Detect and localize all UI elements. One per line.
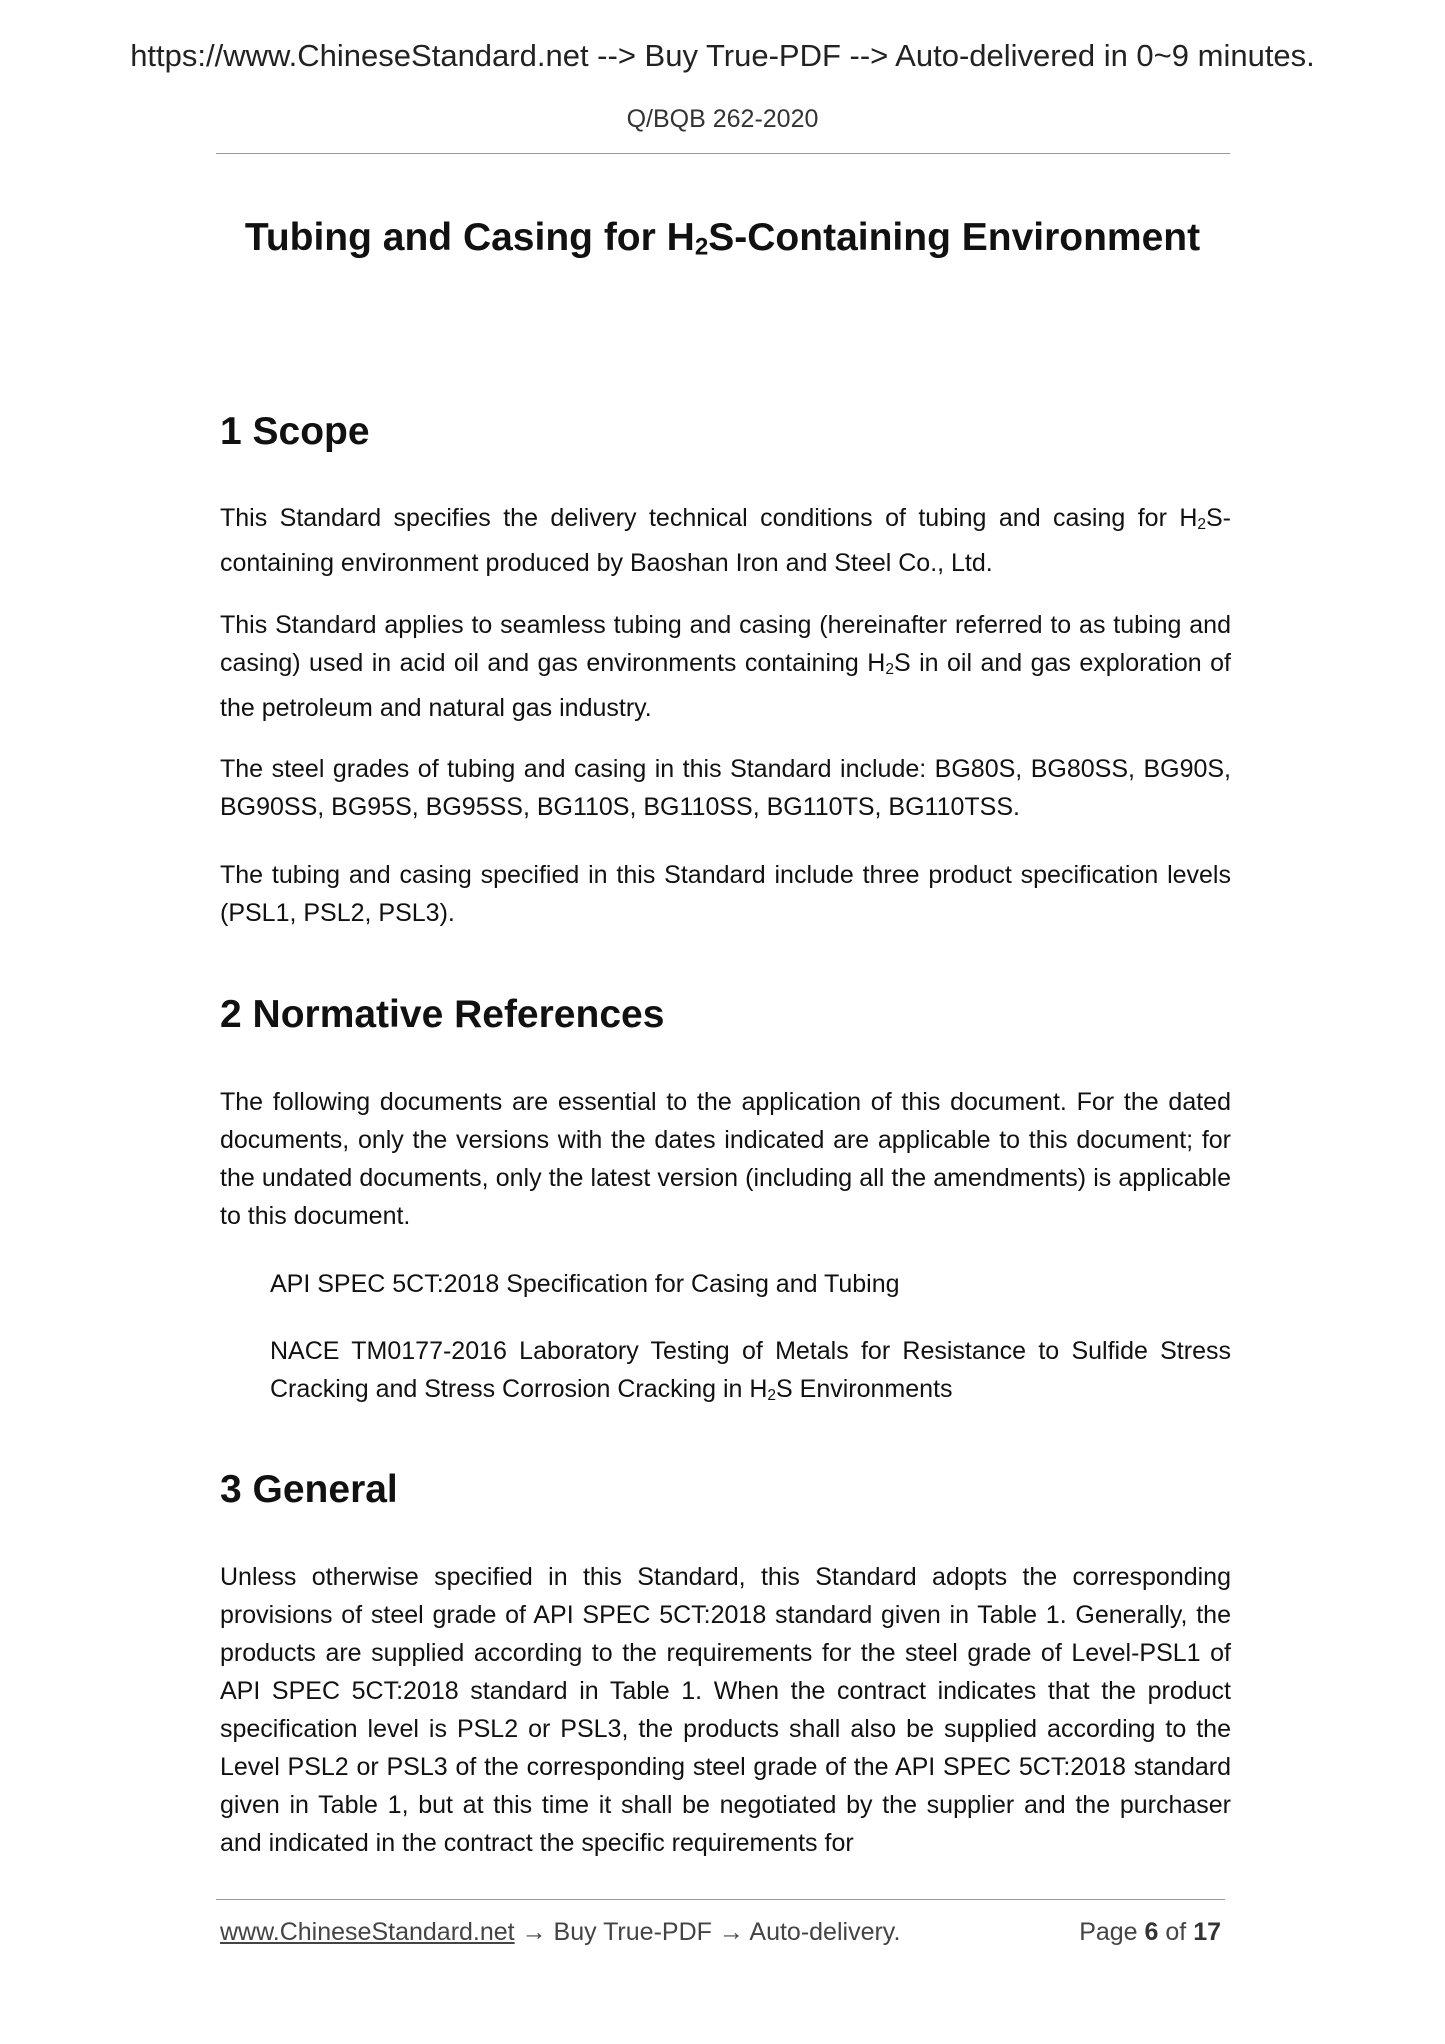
footer-promo-text: → Buy True-PDF → Auto-delivery. (514, 1918, 901, 1946)
general-paragraph-1: Unless otherwise specified in this Standard, this Standard adopts the corresponding provisions of steel grade of API SPEC 5CT:2018 standard given in Table 1. Generally, the products are supplied according to the requirements for the steel grade of Level-PSL1 of API SPEC 5CT:2018 standard in Table 1. When the contract indicates that the product specification level is PSL2 or PSL3, the products shall also be supplied according to the Level PSL2 or PSL3 of the corresponding steel grade of the API SPEC 5CT:2018 standard given in Table 1, but at this time it shall be negotiated by the supplier and the purchaser and indicated in the contract the specific requirements for (220, 1563, 1231, 1857)
footer-site-link[interactable]: www.ChineseStandard.net (220, 1918, 515, 1946)
page-current: 6 (1144, 1918, 1159, 1946)
scope-paragraph-1 (220, 499, 1231, 582)
page-label: Page (1079, 1918, 1145, 1946)
scope-p1-subscript: 2 (1197, 515, 1206, 533)
footer-promo (220, 1918, 900, 1947)
footer-divider (216, 1899, 1225, 1900)
scope-p1-text-a: This Standard specifies the delivery technical conditions of tubing and casing for H (220, 504, 1198, 532)
page-indicator (1079, 1918, 1221, 1947)
section-heading-normative-references: 2 Normative References (220, 993, 665, 1036)
scope-paragraph-2 (220, 606, 1231, 727)
scope-p2-subscript: 2 (885, 660, 894, 678)
document-title (0, 216, 1445, 261)
section-heading-general: 3 General (220, 1468, 398, 1511)
of-label: of (1158, 1918, 1194, 1946)
scope-p2-text-b: S in oil and gas exploration of the petroleum and natural gas industry. (220, 649, 1231, 722)
scope-p1-text-b: S-containing environment produced by Baoshan Iron and Steel Co., Ltd. (220, 504, 1231, 577)
section-heading-scope: 1 Scope (220, 410, 370, 453)
title-subscript: 2 (694, 233, 709, 261)
top-banner: https://www.ChineseStandard.net --> Buy True-PDF --> Auto-delivered in 0~9 minutes. (130, 38, 1315, 73)
page-total: 17 (1193, 1918, 1221, 1946)
scope-p2-text-a: This Standard applies to seamless tubing and casing (hereinafter referred to as tubing and casing) used in acid oil and gas environments containing H (220, 611, 1231, 677)
title-suffix: S-Containing Environment (708, 216, 1201, 259)
title-prefix: Tubing and Casing for H (244, 216, 695, 259)
reference-item-api: API SPEC 5CT:2018 Specification for Casing and Tubing (270, 1270, 900, 1298)
ref2-subscript: 2 (767, 1386, 777, 1404)
reference-item-nace (270, 1332, 1231, 1415)
ref2-text-b: S Environments (776, 1375, 953, 1403)
normative-paragraph-1: The following documents are essential to the application of this document. For the dated documents, only the versions with the dates indicated are applicable to this document; for the undated documents, only the latest version (including all the amendments) is applicable to this document. (220, 1088, 1231, 1230)
header-divider (216, 153, 1230, 154)
standard-code: Q/BQB 262-2020 (626, 105, 819, 133)
ref2-text-a: NACE TM0177-2016 Laboratory Testing of Metals for Resistance to Sulfide Stress Cracking and Stress Corrosion Cracking in H (270, 1337, 1231, 1403)
scope-paragraph-4: The tubing and casing specified in this Standard include three product specification levels (PSL1, PSL2, PSL3). (220, 861, 1231, 927)
scope-paragraph-3: The steel grades of tubing and casing in this Standard include: BG80S, BG80SS, BG90S, BG90SS, BG95S, BG95SS, BG110S, BG110SS, BG110TS, BG110TSS. (220, 755, 1231, 821)
